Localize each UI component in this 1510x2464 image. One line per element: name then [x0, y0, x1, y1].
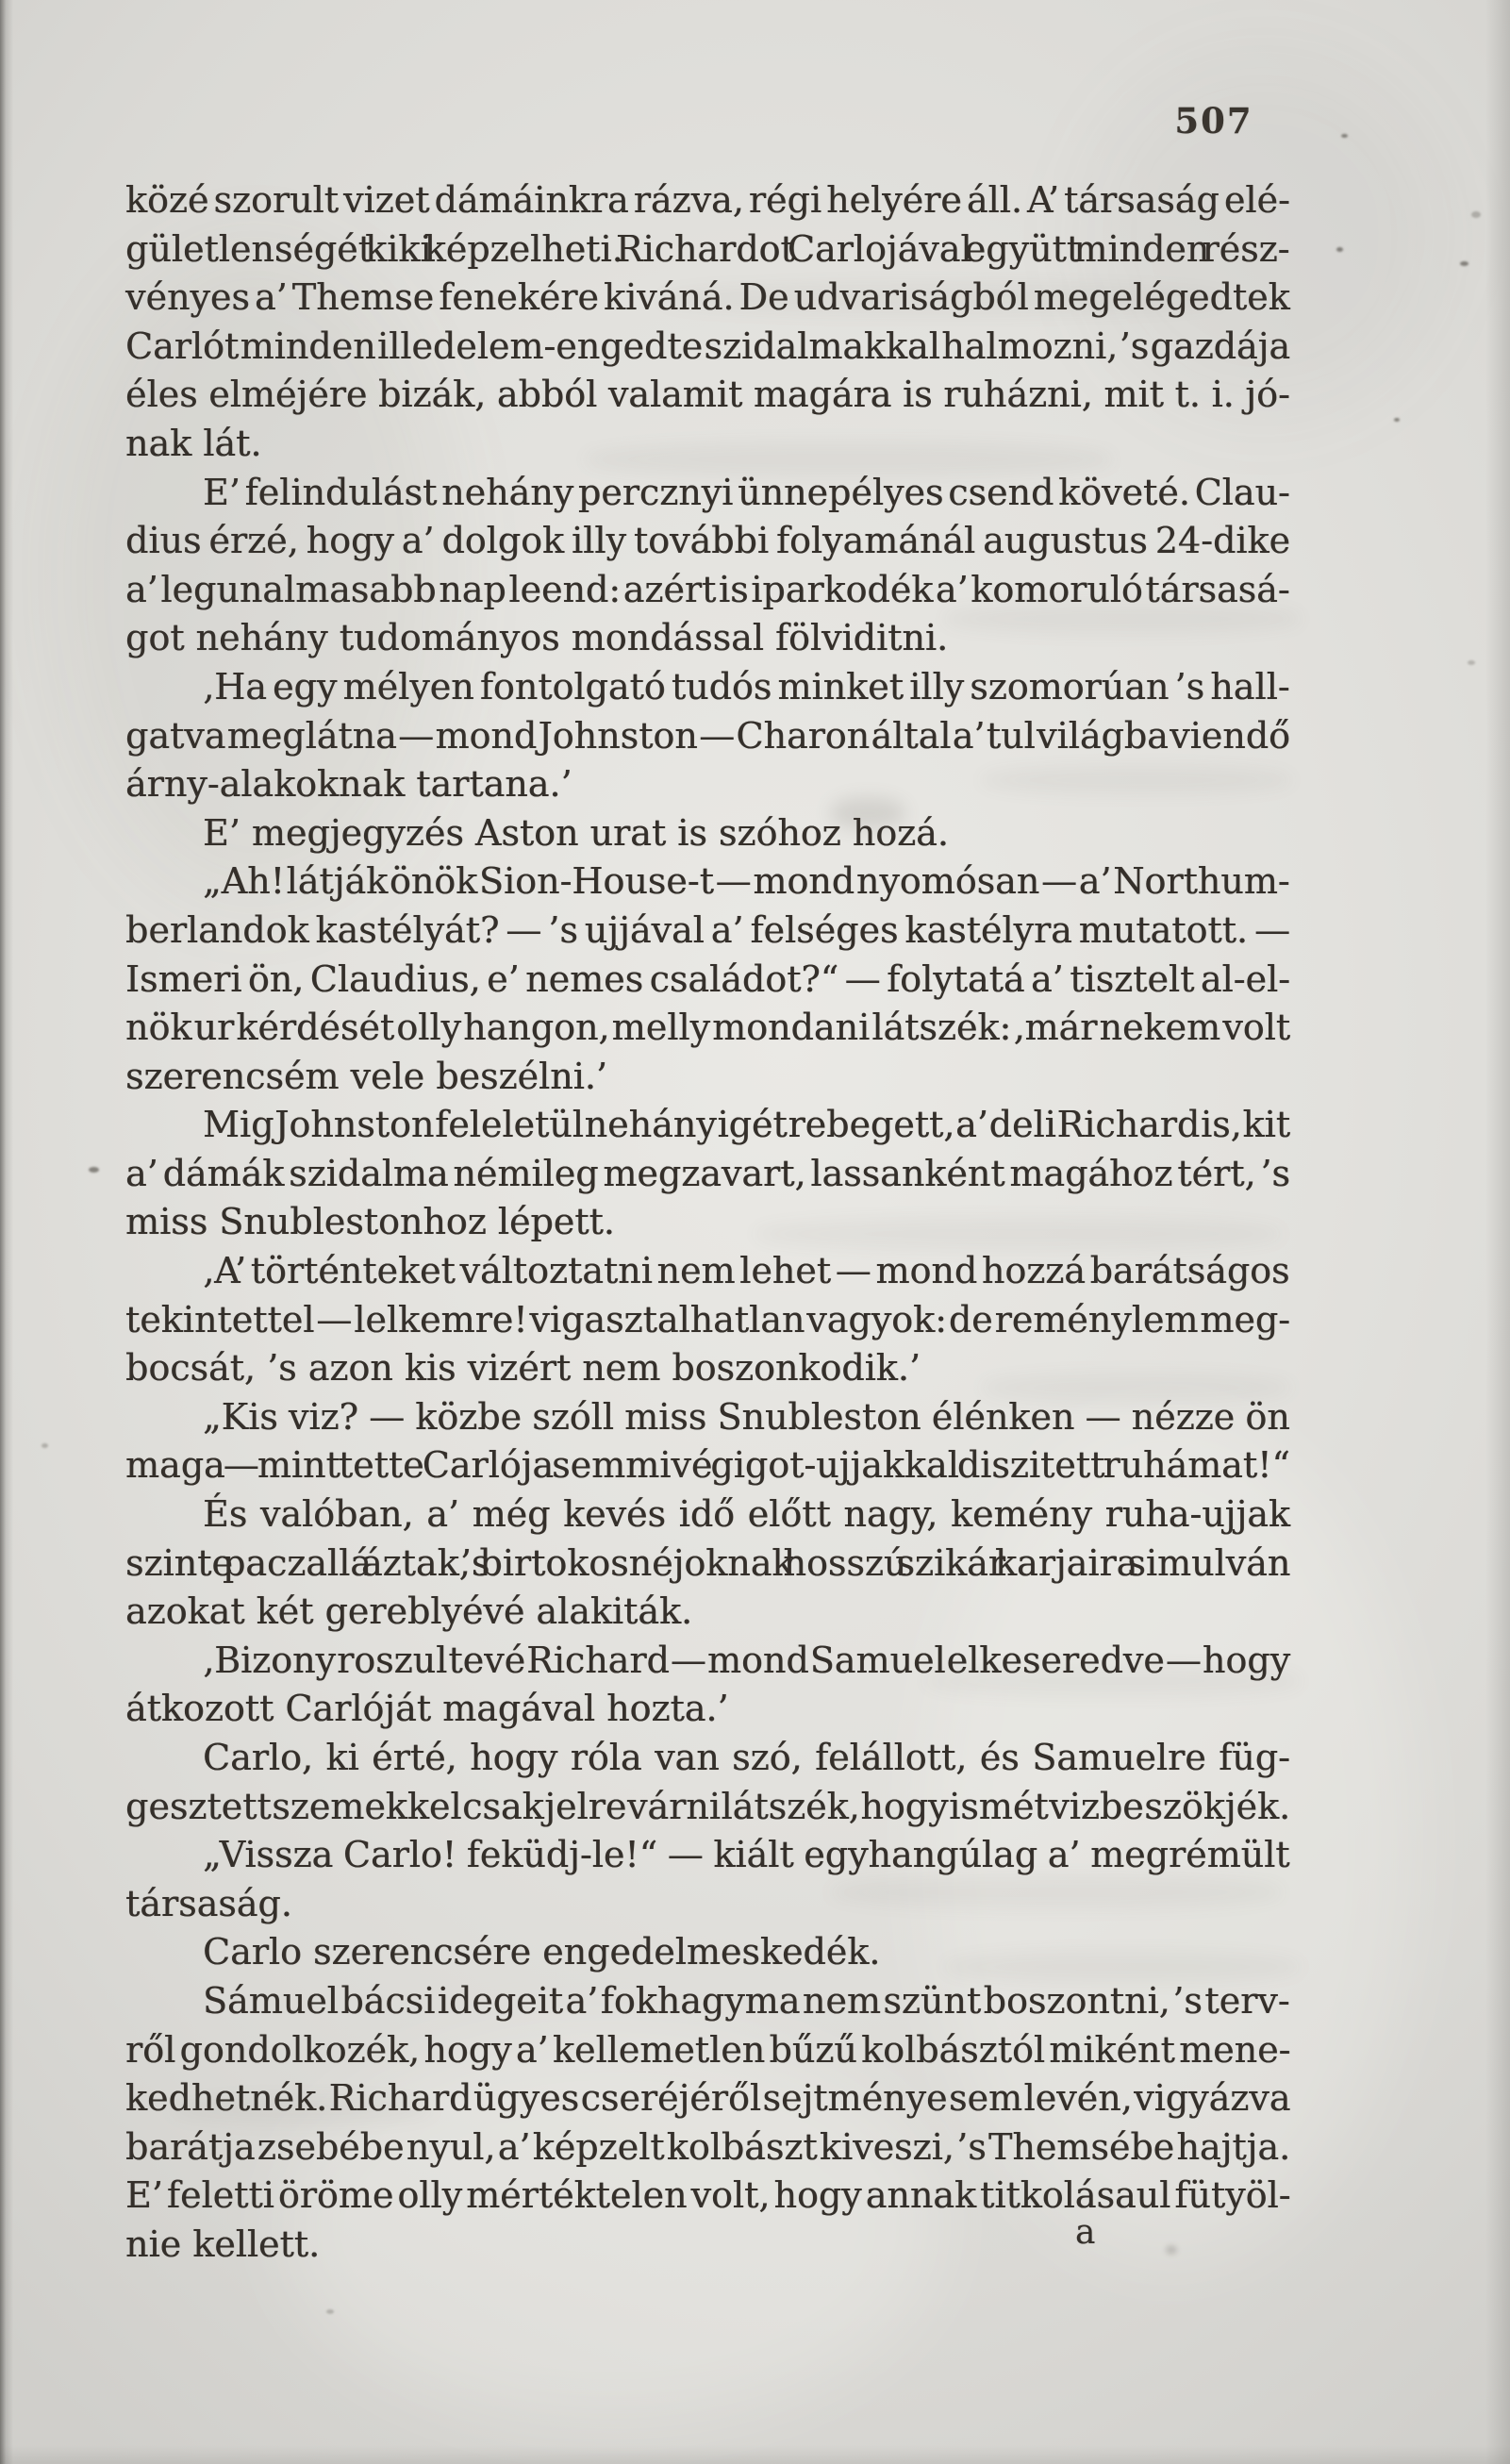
text-line: E’ felindulást nehány percznyi ünnepélyes csend követé. Clau- [203, 471, 1290, 513]
text-line: És valóban, a’ még kevés idő előtt nagy, kemény ruha-ujjak [203, 1493, 1290, 1536]
text-line: nie kellett. [125, 2223, 321, 2265]
text-line: szerencsém vele beszélni.’ [125, 1055, 607, 1097]
text-line: ről gondolkozék, hogy a’ kellemetlen bűzű kolbásztól miként mene- [125, 2028, 1291, 2071]
text-line: Carlót minden illedelem-engedte szidalmakkal halmozni, ’s gazdája [125, 325, 1291, 367]
text-line: szinte paczallá áztak, ’s birtokosnéjoknak hosszú szikár karjaira simulván [125, 1541, 1291, 1584]
scan-edge-left-shadow [0, 0, 13, 2464]
text-line: maga — mint tette Carlója semmivé gigot-ujjakkal diszitett ruhámat!“ [125, 1444, 1290, 1487]
text-line: közé szorult vizet dámáinkra rázva, régi helyére áll. A’ társaság elé- [125, 179, 1290, 221]
text-line: miss Snublestonhoz lépett. [125, 1201, 615, 1243]
text-line: éles elméjére bizák, abból valamit magára is ruházni, mit t. i. jó- [125, 374, 1290, 416]
text-line: E’ megjegyzés Aston urat is szóhoz hozá. [203, 811, 949, 854]
text-line: Mig Johnston feleletül nehány igét rebegett, a’ deli Richard is, kit [203, 1104, 1290, 1146]
paper-speck [1460, 261, 1469, 266]
text-line: dius érzé, hogy a’ dolgok illy további folyamánál augustus 24-dike [125, 520, 1290, 562]
scan-edge-right-shadow [1485, 0, 1510, 2464]
paper-speck [1471, 211, 1481, 218]
scan-edge-bottom-shadow [0, 2445, 1510, 2464]
paper-speck [1468, 660, 1475, 665]
paper-speck [1341, 134, 1348, 138]
signature-mark: a [1075, 2213, 1096, 2252]
text-block [125, 176, 1290, 2270]
text-line: azokat két gereblyévé alakiták. [125, 1590, 693, 1633]
text-line: ‚Ha egy mélyen fontolgató tudós minket illy szomorúan ’s hall- [203, 665, 1290, 708]
text-line: a’ dámák szidalma némileg megzavart, lassanként magához tért, ’s [125, 1152, 1290, 1194]
text-line: berlandok kastélyát? — ’s ujjával a’ felséges kastélyra mutatott. — [125, 908, 1290, 951]
text-line: a’ legunalmasabb nap leend: azért is iparkodék a’ komoruló társasá- [125, 568, 1290, 610]
paper-speck [41, 1443, 48, 1448]
text-line: Sámuel bácsi idegeit a’ fokhagyma nem szünt boszontni, ’s terv- [203, 1979, 1290, 2022]
paper-speck [326, 2309, 334, 2314]
text-line: got nehány tudományos mondással fölviditni. [125, 617, 949, 659]
text-line: „Vissza Carlo! feküdj-le!“ — kiált egyhangúlag a’ megrémült [203, 1834, 1290, 1876]
text-line: átkozott Carlóját magával hozta.’ [125, 1688, 729, 1730]
paper-speck [89, 1167, 99, 1173]
text-line: bocsát, ’s azon kis vizért nem boszonkodik.’ [125, 1347, 921, 1390]
text-line: Ismeri ön, Claudius, e’ nemes családot?“ — folytatá a’ tisztelt al-el- [125, 957, 1290, 1000]
page-number: 507 [1174, 100, 1253, 142]
text-line: árny-alakoknak tartana.’ [125, 763, 572, 806]
text-line: „Ah! látják önök Sion-House-t — mond nyomósan — a’ Northum- [203, 860, 1290, 903]
text-line: gületlenségét kiki képzelheti. Richardot Carlojával együtt minden rész- [125, 227, 1290, 270]
text-line: Carlo szerencsére engedelmeskedék. [203, 1931, 881, 1973]
paper-speck [1336, 247, 1343, 252]
text-line: ‚Bizony roszul tevé Richard — mond Samuel elkeseredve — hogy [203, 1639, 1291, 1681]
paper-speck [1394, 418, 1400, 422]
text-line: vényes a’ Themse fenekére kiváná. De udvariságból megelégedtek [125, 276, 1290, 319]
text-line: barátja zsebébe nyul, a’ képzelt kolbászt kiveszi, ’s Themsébe hajtja. [125, 2125, 1291, 2168]
text-line: „Kis viz? — közbe szóll miss Snubleston élénken — nézze ön [203, 1395, 1290, 1438]
text-line: ‚A’ történteket változtatni nem lehet — mond hozzá barátságos [203, 1250, 1290, 1292]
text-line: nak lát. [125, 422, 262, 464]
text-line: társaság. [125, 1882, 292, 1924]
text-line: E’ feletti öröme olly mértéktelen volt, hogy annak titkolásaul fütyöl- [125, 2174, 1291, 2217]
text-line: gesztett szemekkel csak jelre várni látszék, hogy ismét vizbe szökjék. [125, 1785, 1291, 1827]
text-line: gatva meglátna — mond Johnston — Charon által a’ tul világba viendő [125, 714, 1290, 757]
text-line: tekintettel — lelkemre! vigasztalhatlan vagyok: de reménylem meg- [125, 1298, 1290, 1340]
text-line: kedhetnék. Richard ügyes cseréjéről sejtménye sem levén, vigyázva [125, 2077, 1291, 2120]
text-line: Carlo, ki érté, hogy róla van szó, felállott, és Samuelre füg- [203, 1737, 1290, 1778]
text-line: nök ur kérdését olly hangon, melly mondani látszék: ‚már nekem volt [125, 1007, 1290, 1049]
